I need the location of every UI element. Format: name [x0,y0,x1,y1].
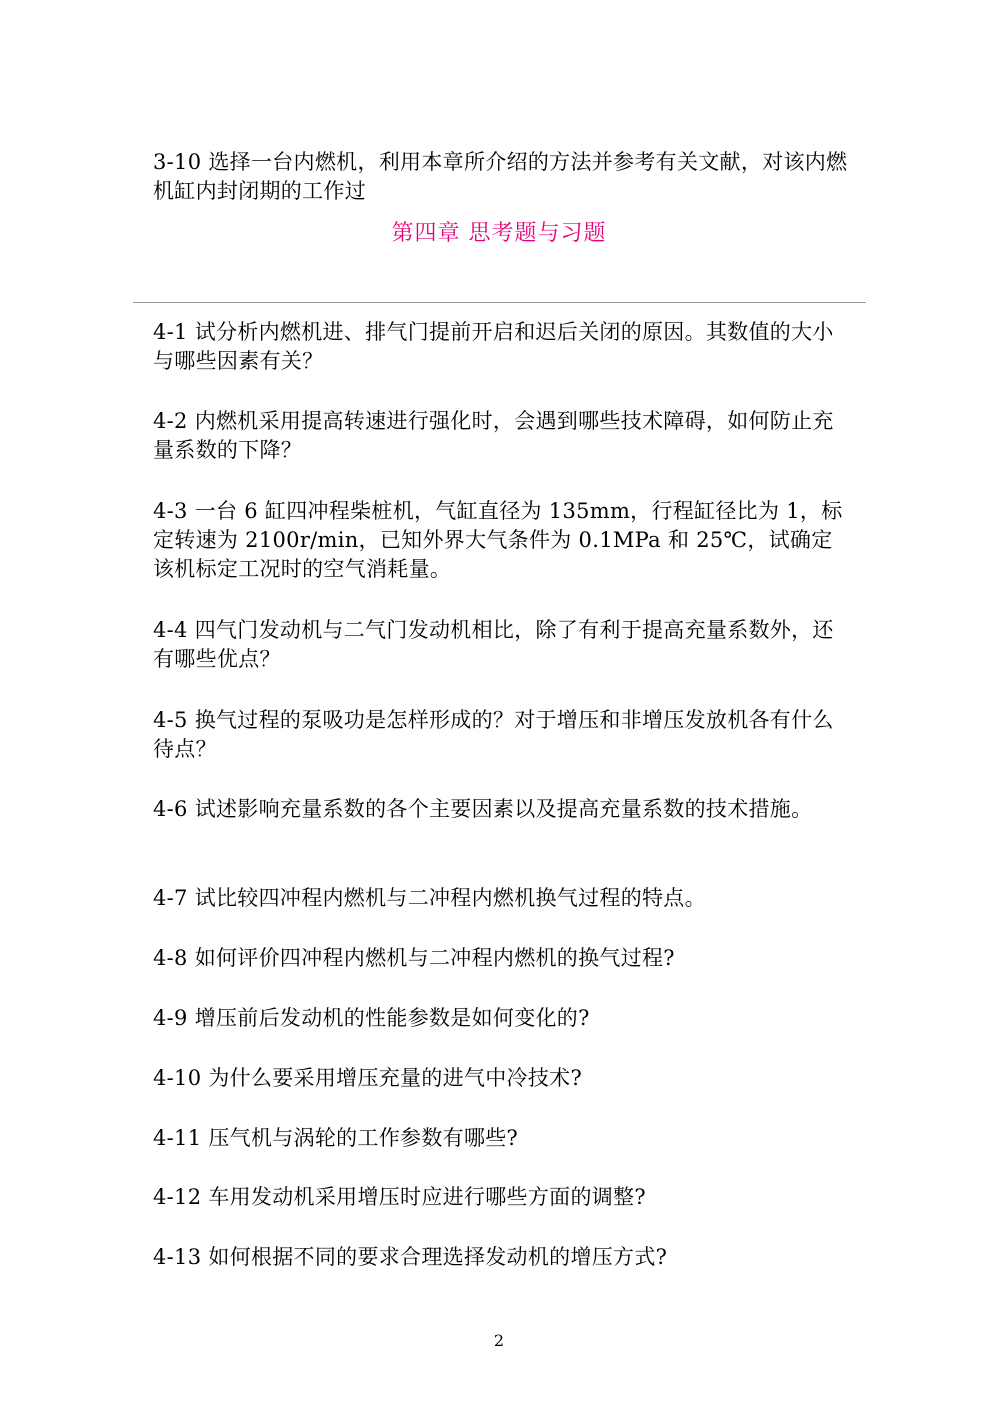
page-number: 2 [493,1331,505,1350]
question-4-6: 4-6 试述影响充量系数的各个主要因素以及提高充量系数的技术措施。 [153,797,813,821]
question-4-4: 4-4 四气门发动机与二气门发动机相比，除了有利于提高充量系数外，还有哪些优点？ [153,618,834,671]
intro-paragraph: 3-10 选择一台内燃机，利用本章所介绍的方法并参考有关文献，对该内燃机缸内封闭期的工作过 [153,150,848,203]
question-4-1: 4-1 试分析内燃机进、排气门提前开启和迟后关闭的原因。其数值的大小与哪些因素有关？ [153,320,834,373]
question-4-10: 4-10 为什么要采用增压充量的进气中冷技术? [153,1066,583,1090]
question-4-7: 4-7 试比较四冲程内燃机与二冲程内燃机换气过程的特点。 [153,886,706,910]
divider-line [133,302,866,303]
question-4-12: 4-12 车用发动机采用增压时应进行哪些方面的调整? [153,1185,646,1209]
question-4-2: 4-2 内燃机采用提高转速进行强化时，会遇到哪些技术障碍，如何防止充量系数的下降？ [153,409,834,462]
question-4-3: 4-3 一台 6 缸四冲程柴桩机，气缸直径为 135mm，行程缸径比为 1，标定转速为 2100r/min，已知外界大气条件为 0.1MPa 和 25℃，试确定该机标定工况时的空气消耗量。 [153,499,843,581]
question-4-9: 4-9 增压前后发动机的性能参数是如何变化的? [153,1006,590,1030]
question-4-8: 4-8 如何评价四冲程内燃机与二冲程内燃机的换气过程? [153,946,675,970]
question-4-11: 4-11 压气机与涡轮的工作参数有哪些? [153,1126,519,1150]
question-4-5: 4-5 换气过程的泵吸功是怎样形成的？对于增压和非增压发放机各有什么待点？ [153,708,834,761]
chapter-title: 第四章 思考题与习题 [391,221,607,246]
question-4-13: 4-13 如何根据不同的要求合理选择发动机的增压方式? [153,1245,668,1269]
